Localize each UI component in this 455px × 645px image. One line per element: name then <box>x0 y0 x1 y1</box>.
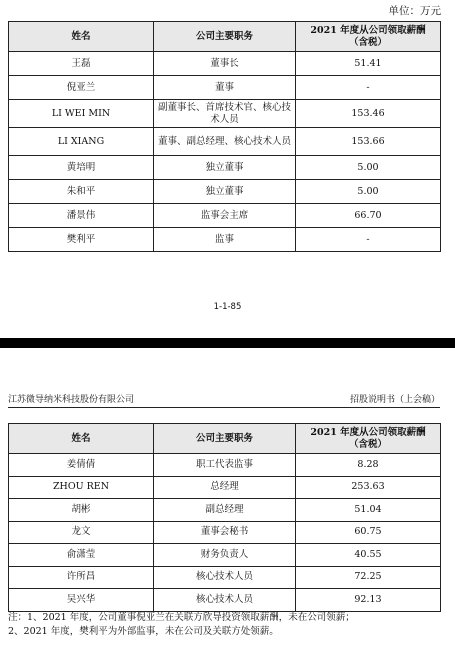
table-row <box>9 100 441 128</box>
title-cell: 总经理 <box>154 476 296 499</box>
table-row <box>9 589 441 612</box>
pay-cell: 253.63 <box>296 476 441 499</box>
pay-cell: 66.70 <box>296 204 441 228</box>
name-cell: 倪亚兰 <box>9 76 154 100</box>
footnote-2: 2、2021 年度，樊利平为外部监事，未在公司及关联方处领薪。 <box>8 626 279 637</box>
title-cell: 董事 <box>154 76 296 100</box>
table-row <box>9 180 441 204</box>
page-number: 1-1-85 <box>213 302 242 312</box>
name-cell: 俞潇莹 <box>9 544 154 567</box>
table-row <box>9 52 441 76</box>
name-cell: 吴兴华 <box>9 589 154 612</box>
name-cell: 黄培明 <box>9 156 154 180</box>
pay-cell: 153.46 <box>296 100 441 128</box>
compensation-table-2 <box>8 423 441 612</box>
table-row <box>9 228 441 252</box>
header-pay-line2: （含税） <box>348 438 387 450</box>
table-header-row <box>9 424 441 454</box>
title-cell: 董事会秘书 <box>154 521 296 544</box>
table-row <box>9 499 441 522</box>
title-cell: 副董事长、首席技术官、核心技术人员 <box>154 100 296 128</box>
title-cell: 独立董事 <box>154 180 296 204</box>
title-cell: 财务负责人 <box>154 544 296 567</box>
pay-cell: 72.25 <box>296 566 441 589</box>
header-pay <box>296 22 441 52</box>
footnotes <box>8 611 448 639</box>
name-cell: 胡彬 <box>9 499 154 522</box>
pay-cell: - <box>296 76 441 100</box>
header-name: 姓名 <box>9 424 154 454</box>
page-header <box>8 392 440 408</box>
name-cell: LI WEI MIN <box>9 100 154 128</box>
table-row <box>9 128 441 156</box>
name-cell: 潘景伟 <box>9 204 154 228</box>
header-pay-line1: 2021 年度从公司领取薪酬 <box>310 24 426 36</box>
header-company: 江苏微导纳米科技股份有限公司 <box>8 395 135 405</box>
table-row <box>9 454 441 477</box>
header-title: 公司主要职务 <box>154 22 296 52</box>
title-cell: 核心技术人员 <box>154 589 296 612</box>
pay-cell: 5.00 <box>296 180 441 204</box>
table-row <box>9 156 441 180</box>
title-cell: 董事长 <box>154 52 296 76</box>
name-cell: 龙文 <box>9 521 154 544</box>
table-row <box>9 521 441 544</box>
table-row <box>9 204 441 228</box>
pay-cell: 5.00 <box>296 156 441 180</box>
name-cell: LI XIANG <box>9 128 154 156</box>
title-cell: 核心技术人员 <box>154 566 296 589</box>
pay-cell: 51.41 <box>296 52 441 76</box>
table-row <box>9 476 441 499</box>
pay-cell: - <box>296 228 441 252</box>
title-cell: 监事会主席 <box>154 204 296 228</box>
pay-cell: 153.66 <box>296 128 441 156</box>
title-cell: 职工代表监事 <box>154 454 296 477</box>
table-header-row <box>9 22 441 52</box>
pay-cell: 8.28 <box>296 454 441 477</box>
name-cell: 朱和平 <box>9 180 154 204</box>
header-pay <box>296 424 441 454</box>
pay-cell: 51.04 <box>296 499 441 522</box>
header-title: 公司主要职务 <box>154 424 296 454</box>
name-cell: 许所昌 <box>9 566 154 589</box>
page-break <box>0 338 455 348</box>
pay-cell: 40.55 <box>296 544 441 567</box>
header-name: 姓名 <box>9 22 154 52</box>
title-cell: 监事 <box>154 228 296 252</box>
compensation-table-1 <box>8 21 441 252</box>
title-cell: 独立董事 <box>154 156 296 180</box>
name-cell: 王磊 <box>9 52 154 76</box>
name-cell: 姜倩倩 <box>9 454 154 477</box>
header-doc-title: 招股说明书（上会稿） <box>349 395 440 405</box>
title-cell: 副总经理 <box>154 499 296 522</box>
header-pay-line1: 2021 年度从公司领取薪酬 <box>310 426 426 438</box>
table-row <box>9 76 441 100</box>
name-cell: ZHOU REN <box>9 476 154 499</box>
title-cell: 董事、副总经理、核心技术人员 <box>154 128 296 156</box>
pay-cell: 92.13 <box>296 589 441 612</box>
name-cell: 樊利平 <box>9 228 154 252</box>
unit-label: 单位：万元 <box>388 5 441 17</box>
pay-cell: 60.75 <box>296 521 441 544</box>
footnote-1: 注：1、2021 年度，公司董事倪亚兰在关联方欣导投资领取薪酬，未在公司领薪； <box>8 612 355 623</box>
table-row <box>9 566 441 589</box>
header-pay-line2: （含税） <box>348 36 387 48</box>
table-row <box>9 544 441 567</box>
